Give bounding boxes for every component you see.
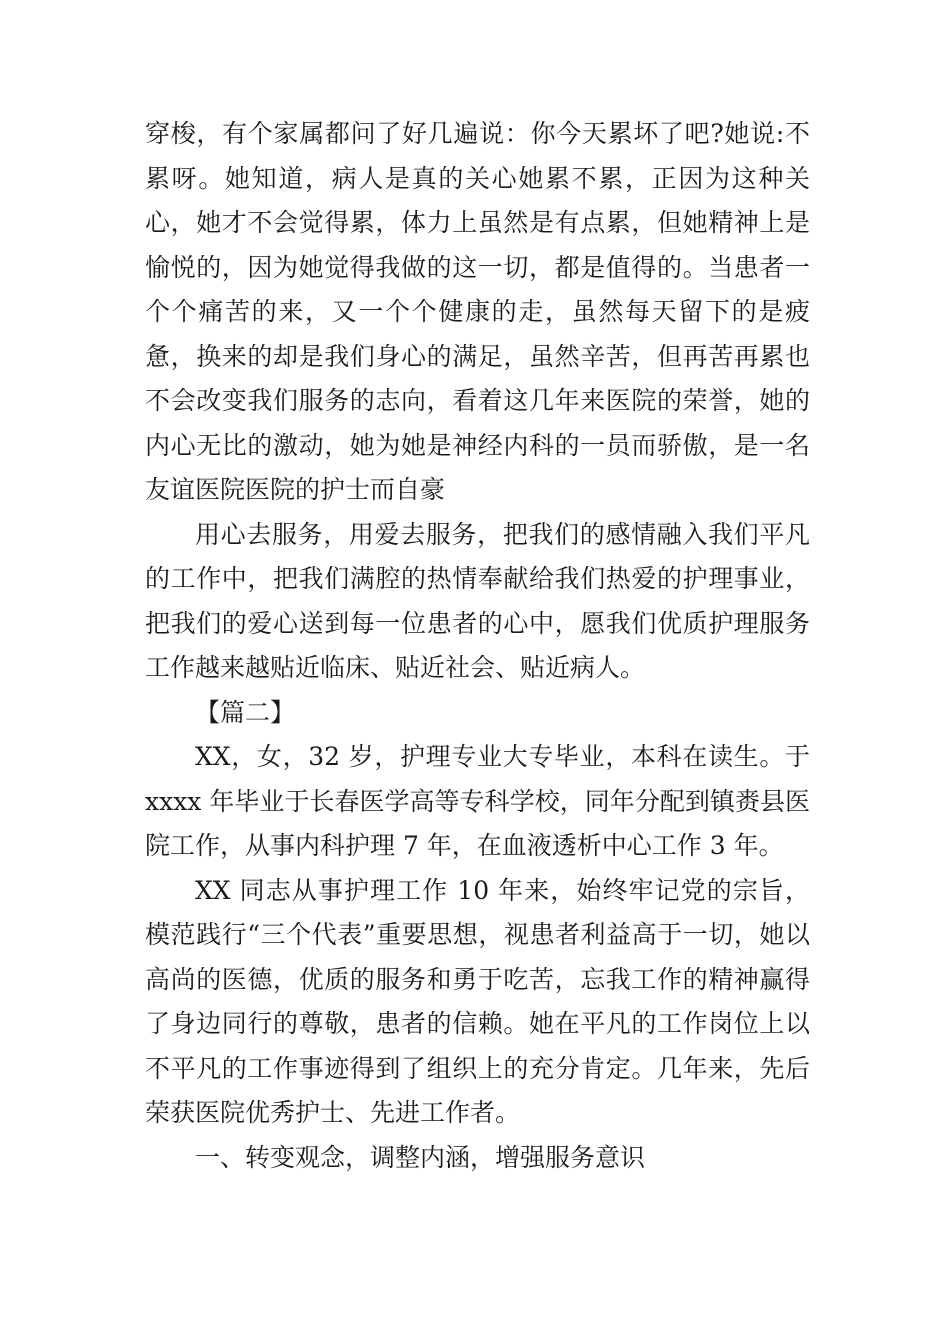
paragraph-continuation: 穿梭，有个家属都问了好几遍说：你今天累坏了吧?她说:不累呀。她知道，病人是真的关心她累不累，正因为这种关心，她才不会觉得累，体力上虽然是有点累，但她精神上是愉悦的，因为她觉得我做的这一切，都是值得的。当患者一个个痛苦的来，又一个个健康的走，虽然每天留下的是疲惫，换来的却是我们身心的满足，虽然辛苦，但再苦再累也不会改变我们服务的志向，看着这几年来医院的荣誉，她的内心无比的激动，她为她是神经内科的一员而骄傲，是一名友谊医院医院的护士而自豪 (145, 119, 810, 504)
document-page (145, 112, 810, 1180)
paragraph-profile: XX，女，32 岁，护理专业大专毕业，本科在读生。于 xxxx 年毕业于长春医学高等专科学校，同年分配到镇赉县医院工作，从事内科护理 7 年，在血液透析中心工作 3 年。 (145, 742, 810, 860)
paragraph-service-with-heart: 用心去服务，用爱去服务，把我们的感情融入我们平凡的工作中，把我们满腔的热情奉献给我们热爱的护理事业，把我们的爱心送到每一位患者的心中，愿我们优质护理服务工作越来越贴近临床、贴近社会、贴近病人。 (145, 519, 810, 682)
paragraph-achievements: XX 同志从事护理工作 10 年来，始终牢记党的宗旨，模范践行“三个代表”重要思想，视患者利益高于一切，她以高尚的医德，优质的服务和勇于吃苦，忘我工作的精神赢得了身边同行的尊敬，患者的信赖。她在平凡的工作岗位上以不平凡的工作事迹得到了组织上的充分肯定。几年来，先后荣获医院优秀护士、先进工作者。 (145, 875, 810, 1127)
section-heading: 【篇二】 (195, 697, 296, 727)
subsection-heading: 一、转变观念，调整内涵，增强服务意识 (195, 1142, 646, 1172)
